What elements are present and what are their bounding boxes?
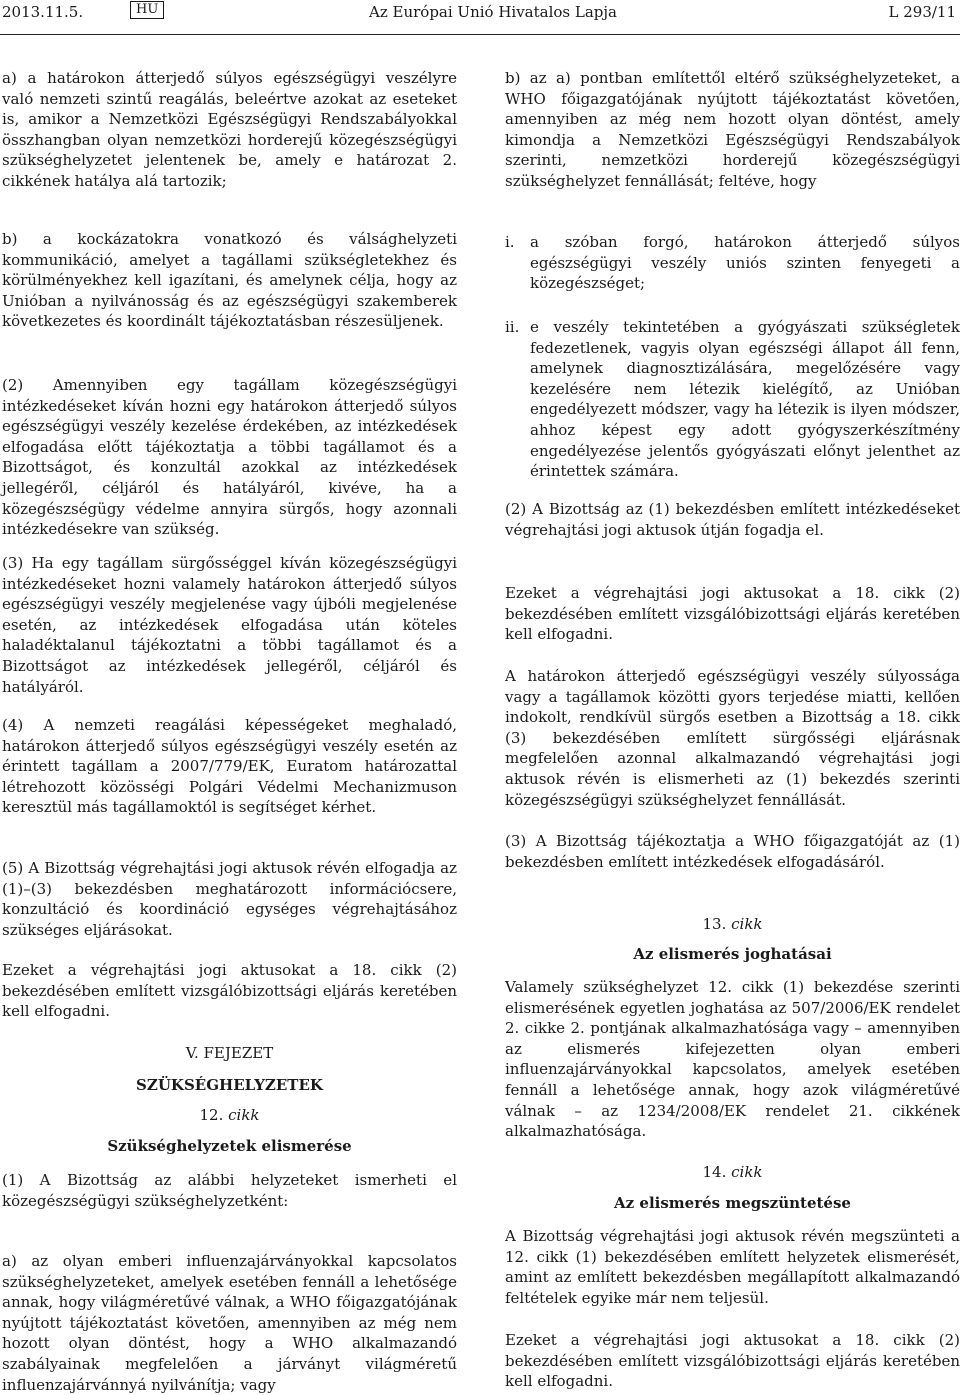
article-12-title: Szükséghelyzetek elismerése <box>107 1137 352 1155</box>
journal-title: Az Európai Unió Hivatalos Lapja <box>369 3 617 21</box>
article-14-implementing: Ezeket a végrehajtási jogi aktusokat a 18. cikk (2) bekezdésében említett vizsgálóbizottsági eljárás keretében kell elfogadni. <box>505 1331 960 1391</box>
paragraph-3: (3) A Bizottság tájékoztatja a WHO főigazgatóját az (1) bekezdésben említett intézkedések elfogadásáról. <box>505 832 960 871</box>
point-b-other-emergencies: b) az a) pontban említettől eltérő szükséghelyzeteket, a WHO főigazgatójának nyújtott tájékoztatást követően, amennyiben az még nem hozott olyan döntést, amely kimondja a Nemzetközi Egészségügyi Rendszabályok szerinti, nemzetközi horderejű közegészségügyi szükséghelyzet fennállását; feltéve, hogy <box>505 69 960 190</box>
article-12-number <box>2 1105 457 1126</box>
article-14-num: 14. <box>702 1163 727 1181</box>
article-12-point-a: a) az olyan emberi influenzajárványokkal kapcsolatos szükséghelyzeteket, amelyek esetében fennáll a lehetősége annak, hogy világméretűvé válnak, a WHO főigazgatójának nyújtott tájékoztatást követően, amennyiben az még nem hozott olyan döntést, hogy a WHO alkalmazandó szabályainak megfelelően a járványt világméretű influenzajárvánnyá nyilvánítja; vagy <box>2 1252 457 1394</box>
page-header <box>0 0 960 34</box>
paragraph-4: (4) A nemzeti reagálási képességeket meghaladó, határokon átterjedő súlyos egészségügyi veszély esetén az érintett tagállam a 2007/779/EK, Euratom határozattal létrehozott közösségi Polgári Védelmi Mechanizmuson keresztül más tagállamoktól is segítséget kérhet. <box>2 716 457 817</box>
paragraph-5: (5) A Bizottság végrehajtási jogi aktusok révén elfogadja az (1)–(3) bekezdésben meghatározott információcsere, konzultáció és koordináció egységes végrehajtásához szükséges eljárásokat. <box>2 859 457 939</box>
article-13-title: Az elismerés joghatásai <box>633 945 832 963</box>
item-i-number: i. <box>505 233 515 251</box>
paragraph-implementing: Ezeket a végrehajtási jogi aktusokat a 18. cikk (2) bekezdésében említett vizsgálóbizottsági eljárás keretében kell elfogadni. <box>2 961 457 1021</box>
article-14-number <box>505 1162 960 1183</box>
publication-date: 2013.11.5. <box>2 3 84 21</box>
paragraph-2: (2) A Bizottság az (1) bekezdésben említett intézkedéseket végrehajtási jogi aktusok útján fogadja el. <box>505 500 960 539</box>
point-b-communication: b) a kockázatokra vonatkozó és válsághelyzeti kommunikáció, amelyet a tagállami szükségletekhez és körülményekhez kell igazítani, és amelynek célja, hogy az Unióban a nyilvánosság és az egészségügyi szakemberek következetes és koordinált tájékoztatásban részesüljenek. <box>2 230 457 331</box>
chapter-number: V. FEJEZET <box>185 1044 274 1062</box>
article-14-text: A Bizottság végrehajtási jogi aktusok révén megszünteti a 12. cikk (1) bekezdésében említett helyzetek elismerését, amint az említett bekezdésben megállapított alkalmazandó feltételek egyike már nem teljesül. <box>505 1227 960 1307</box>
header-rule <box>0 34 960 35</box>
paragraph-2: (2) Amennyiben egy tagállam közegészségügyi intézkedéseket kíván hozni egy határokon átterjedő súlyos egészségügyi veszély kezelése érdekében, az intézkedések elfogadása előtt tájékoztatja a többi tagállamot és a Bizottságot, és konzultál azokkal az intézkedések jellegéről, céljáról és hatályáról, kivéve, ha a közegészségügy védelme annyira sürgős, hogy azonnali intézkedésekre van szükség. <box>2 376 457 539</box>
item-i: a szóban forgó, határokon átterjedő súlyos egészségügyi veszély uniós szinten fenyegeti a közegészséget; <box>530 233 960 293</box>
chapter-title: SZÜKSÉGHELYZETEK <box>136 1076 323 1094</box>
article-13-num: 13. <box>702 915 727 933</box>
article-13-text: Valamely szükséghelyzet 12. cikk (1) bekezdése szerinti elismerésének egyetlen joghatása az 507/2006/EK rendelet 2. cikke 2. pontjának alkalmazhatósága vagy – amennyiben az elismerés kifejezetten olyan emberi influenzajárványokkal kapcsolatos, amelyek esetében fennáll a lehetősége annak, hogy azok világméretűvé válnak – az 1234/2008/EK rendelet 21. cikkének alkalmazhatósága. <box>505 978 960 1141</box>
page-number: L 293/11 <box>888 3 956 21</box>
paragraph-urgency: A határokon átterjedő egészségügyi veszély súlyossága vagy a tagállamok közötti gyors terjedése miatti, kellően indokolt, rendkívül sürgős esetben a Bizottság a 18. cikk (3) bekezdésében említett sürgősségi eljárásnak megfelelően azonnal alkalmazandó végrehajtási jogi aktusok révén is elismerheti az (1) bekezdés szerinti közegészségügyi szükséghelyzet fennállását. <box>505 667 960 809</box>
article-12-paragraph-1: (1) A Bizottság az alábbi helyzeteket ismerheti el közegészségügyi szükséghelyzetként: <box>2 1171 457 1210</box>
paragraph-implementing: Ezeket a végrehajtási jogi aktusokat a 18. cikk (2) bekezdésében említett vizsgálóbizottsági eljárás keretében kell elfogadni. <box>505 584 960 644</box>
point-a-response: a) a határokon átterjedő súlyos egészségügyi veszélyre való nemzeti szintű reagálás, beleértve azokat az eseteket is, amikor a Nemzetközi Egészségügyi Rendszabályokkal összhangban olyan nemzetközi horderejű közegészségügyi szükséghelyzetet jelentenek be, amely e határozat 2. cikkének hatálya alá tartozik; <box>2 69 457 190</box>
article-14-title: Az elismerés megszüntetése <box>614 1194 851 1212</box>
item-ii: e veszély tekintetében a gyógyászati szükségletek fedezetlenek, vagyis olyan egészségi állapot áll fenn, amelynek diagnosztizálására, megelőzésére vagy kezelésére nem létezik kielégítő, az Unióban engedélyezett módszer, vagy ha létezik is ilyen módszer, ahhoz képest egy adott gyógyszerkészítmény engedélyezése jelentős gyógyászati előnyt jelenthet az érintettek számára. <box>530 318 960 481</box>
article-13-number <box>505 914 960 935</box>
language-badge: HU <box>130 1 164 19</box>
article-14-word: cikk <box>731 1163 763 1181</box>
article-13-word: cikk <box>731 915 763 933</box>
item-ii-number: ii. <box>505 318 520 336</box>
article-12-word: cikk <box>228 1106 260 1124</box>
article-12-num: 12. <box>199 1106 224 1124</box>
paragraph-3: (3) Ha egy tagállam sürgősséggel kíván közegészségügyi intézkedéseket hozni valamely határokon átterjedő súlyos egészségügyi veszély megjelenése vagy újbóli megjelenése esetén, az intézkedések elfogadása után köteles haladéktalanul tájékoztatni a többi tagállamot és a Bizottságot az intézkedések jellegéről, céljáról és hatályáról. <box>2 554 457 696</box>
